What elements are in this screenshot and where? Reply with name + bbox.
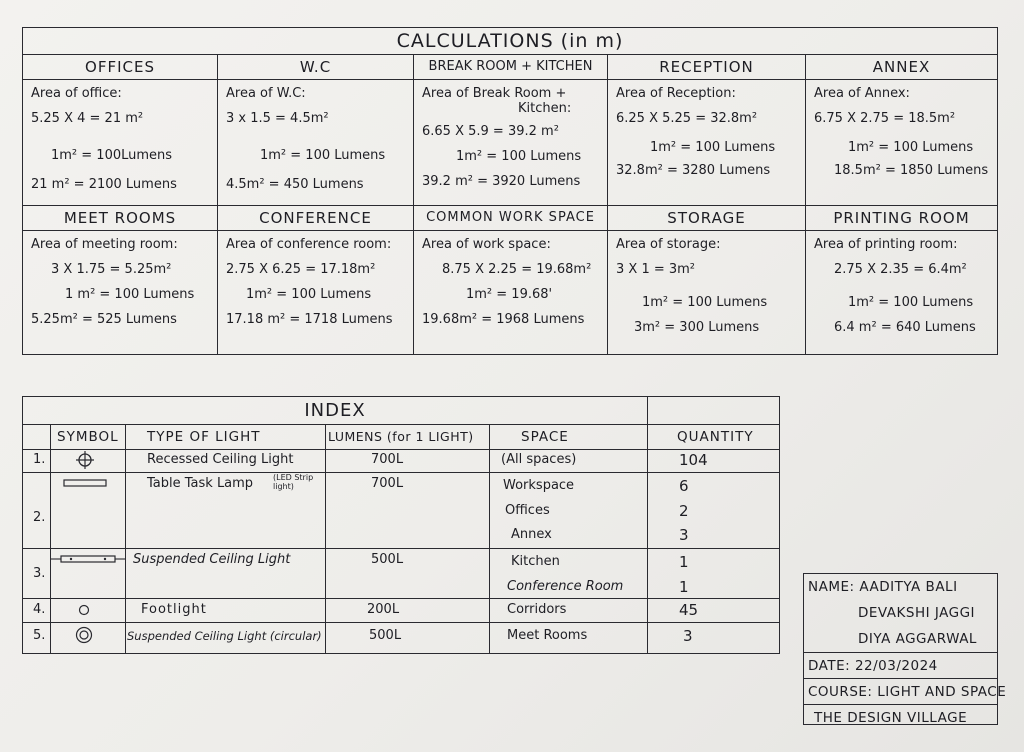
student-name: DIYA AGGARWAL: [858, 631, 977, 647]
index-row: [23, 448, 779, 473]
calc-line: 1m² = 100 Lumens: [246, 287, 372, 302]
header-lumens: LUMENS (for 1 LIGHT): [328, 429, 474, 444]
index-row: [23, 622, 779, 652]
calc-line: 1m² = 19.68': [466, 287, 553, 302]
calc-line: 18.5m² = 1850 Lumens: [834, 163, 989, 178]
calc-line: 39.2 m² = 3920 Lumens: [422, 174, 581, 189]
space-name: Corridors: [507, 602, 567, 617]
calc-line: 3 X 1 = 3m²: [616, 262, 696, 277]
calc-cell-heading: CONFERENCE: [218, 206, 413, 231]
small-circle-icon: [78, 604, 90, 616]
calc-line: 1m² = 100Lumens: [51, 148, 173, 163]
course-field: COURSE: LIGHT AND SPACE: [804, 679, 997, 705]
space-name: Conference Room: [507, 579, 624, 594]
calc-line: 1m² = 100 Lumens: [848, 140, 974, 155]
title-block: [803, 573, 1007, 726]
lumens-value: 700L: [371, 476, 404, 491]
name-label: NAME:: [808, 579, 855, 595]
quantity-value: 1: [679, 578, 689, 596]
calc-line: Area of meeting room:: [31, 237, 178, 252]
calc-cell-meet-rooms: [23, 206, 218, 354]
calc-cell-heading: PRINTING ROOM: [806, 206, 997, 231]
calc-line: 1m² = 100 Lumens: [260, 148, 386, 163]
space-name: Meet Rooms: [507, 628, 588, 643]
calc-cell-heading: RECEPTION: [608, 55, 805, 80]
calc-line: 6.25 X 5.25 = 32.8m²: [616, 111, 758, 126]
calc-line: Area of work space:: [422, 237, 551, 252]
light-type-note: (LED Strip light): [273, 473, 314, 491]
calc-line: 3 X 1.75 = 5.25m²: [51, 262, 172, 277]
row-number: 5.: [33, 628, 46, 643]
calc-cell-heading: W.C: [218, 55, 413, 80]
calc-cell-wc: [218, 55, 414, 205]
space-name: Annex: [511, 527, 552, 542]
rectangle-icon: [63, 479, 107, 488]
calc-cell-break-room: [414, 55, 608, 205]
calc-cell-heading: ANNEX: [806, 55, 997, 80]
date-field: DATE: 22/03/2024: [804, 653, 997, 679]
calc-line: Area of Break Room +: [422, 86, 567, 101]
space-name: Workspace: [503, 478, 575, 493]
calc-line: 1m² = 100 Lumens: [642, 295, 768, 310]
light-type: Footlight: [141, 602, 207, 617]
calc-line: 6.75 X 2.75 = 18.5m²: [814, 111, 956, 126]
space-name: Offices: [505, 503, 550, 518]
index-header-row: [23, 424, 779, 450]
quantity-value: 3: [683, 627, 693, 645]
index-title: INDEX: [23, 397, 648, 424]
calc-line: 3 x 1.5 = 4.5m²: [226, 111, 329, 126]
calc-cell-storage: [608, 206, 806, 354]
calc-line: Area of Reception:: [616, 86, 736, 101]
calc-line: Area of office:: [31, 86, 122, 101]
quantity-value: 45: [679, 601, 699, 619]
name-line: [804, 574, 997, 600]
quantity-value: 3: [679, 526, 689, 544]
calculations-table: [22, 27, 998, 355]
calc-line: Area of conference room:: [226, 237, 392, 252]
calc-line: 21 m² = 2100 Lumens: [31, 177, 177, 192]
calc-line: 17.18 m² = 1718 Lumens: [226, 312, 393, 327]
index-row: [23, 472, 779, 549]
calc-cell-reception: [608, 55, 806, 205]
calc-line: 1m² = 100 Lumens: [456, 149, 582, 164]
calc-line: 1 m² = 100 Lumens: [65, 287, 195, 302]
quantity-value: 2: [679, 502, 689, 520]
calc-line: 4.5m² = 450 Lumens: [226, 177, 364, 192]
quantity-value: 1: [679, 553, 689, 571]
light-type: Table Task Lamp: [147, 476, 254, 491]
calc-cell-heading: COMMON WORK SPACE: [414, 206, 607, 231]
row-number: 1.: [33, 452, 46, 467]
quantity-value: 104: [679, 451, 708, 469]
row-number: 2.: [33, 510, 46, 525]
calc-line: 6.4 m² = 640 Lumens: [834, 320, 976, 335]
light-type: Suspended Ceiling Light: [133, 552, 291, 567]
calc-row-1: [23, 55, 997, 205]
lumens-value: 500L: [371, 552, 404, 567]
row-number: 4.: [33, 602, 46, 617]
calc-line: 6.65 X 5.9 = 39.2 m²: [422, 124, 559, 139]
school-name: THE DESIGN VILLAGE: [814, 710, 968, 726]
calc-line: 8.75 X 2.25 = 19.68m²: [442, 262, 592, 277]
calc-line: Area of Annex:: [814, 86, 910, 101]
space-name: Kitchen: [511, 554, 560, 569]
calc-line: Area of storage:: [616, 237, 721, 252]
header-quantity: QUANTITY: [677, 429, 754, 445]
calc-cell-printing-room: [806, 206, 997, 354]
calc-line: 2.75 X 2.35 = 6.4m²: [834, 262, 967, 277]
names-block: [804, 574, 997, 653]
crosshair-circle-icon: [75, 451, 95, 469]
index-table: [22, 396, 780, 654]
calc-cell-heading: STORAGE: [608, 206, 805, 231]
calc-line: Area of W.C:: [226, 86, 306, 101]
row-number: 3.: [33, 566, 46, 581]
index-row: [23, 598, 779, 623]
calc-line: 1m² = 100 Lumens: [848, 295, 974, 310]
calc-cell-heading: BREAK ROOM + KITCHEN: [414, 55, 607, 80]
calc-line: 19.68m² = 1968 Lumens: [422, 312, 585, 327]
calc-cell-annex: [806, 55, 997, 205]
calc-cell-common-work-space: [414, 206, 608, 354]
calc-line: 32.8m² = 3280 Lumens: [616, 163, 771, 178]
calc-row-2: [23, 205, 997, 354]
calculations-title: CALCULATIONS (in m): [23, 28, 997, 55]
student-name: DEVAKSHI JAGGI: [858, 605, 976, 621]
light-type: Recessed Ceiling Light: [147, 452, 294, 467]
header-symbol: SYMBOL: [57, 429, 119, 445]
student-name: AADITYA BALI: [859, 579, 958, 595]
index-row: [23, 548, 779, 599]
calc-cell-conference: [218, 206, 414, 354]
double-circle-icon: [75, 626, 93, 644]
calc-line: Area of printing room:: [814, 237, 958, 252]
lumens-value: 500L: [369, 628, 402, 643]
calc-cell-heading: MEET ROOMS: [23, 206, 217, 231]
suspended-bar-icon: [51, 553, 125, 565]
calc-line: 2.75 X 6.25 = 17.18m²: [226, 262, 376, 277]
calc-line: Kitchen:: [518, 101, 572, 116]
quantity-value: 6: [679, 477, 689, 495]
calc-cell-offices: [23, 55, 218, 205]
space-name: (All spaces): [501, 452, 577, 467]
header-space: SPACE: [521, 429, 569, 445]
calc-line: 5.25 X 4 = 21 m²: [31, 111, 144, 126]
calc-cell-heading: OFFICES: [23, 55, 217, 80]
calc-line: 3m² = 300 Lumens: [634, 320, 760, 335]
calc-line: 1m² = 100 Lumens: [650, 140, 776, 155]
header-type-of-light: TYPE OF LIGHT: [147, 429, 261, 445]
lumens-value: 700L: [371, 452, 404, 467]
light-type: Suspended Ceiling Light (circular): [127, 629, 322, 643]
lumens-value: 200L: [367, 602, 400, 617]
calc-line: 5.25m² = 525 Lumens: [31, 312, 177, 327]
